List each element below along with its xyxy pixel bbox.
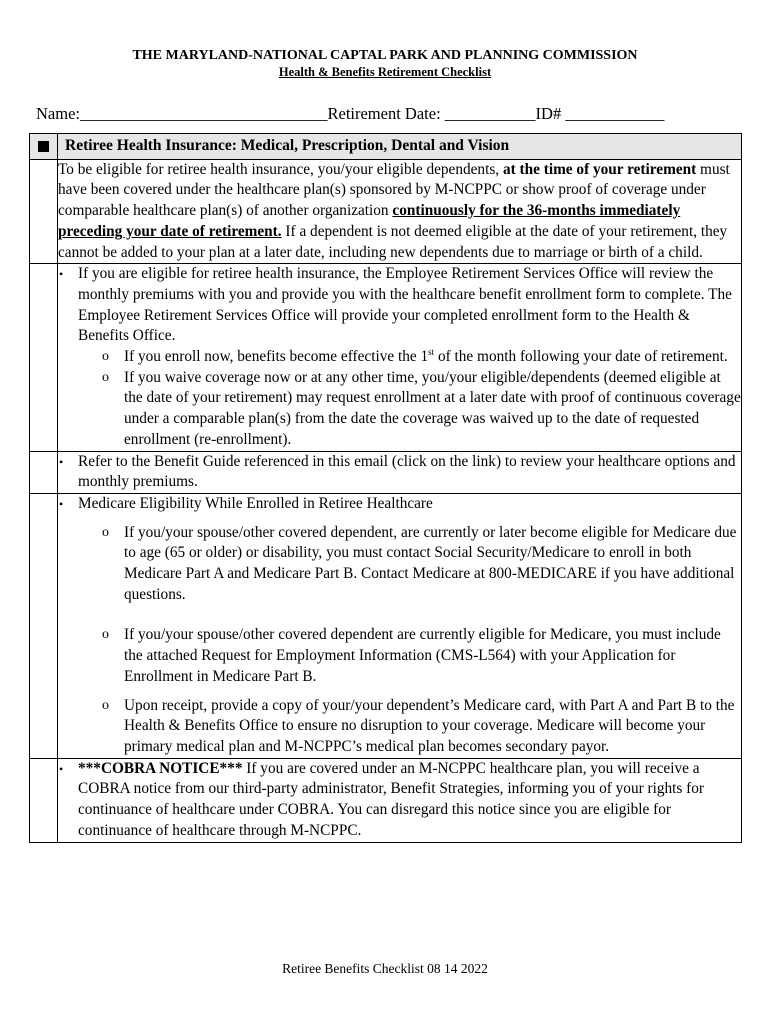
checklist-row-medicare — [30, 493, 742, 758]
checkbox-cell[interactable] — [30, 159, 58, 264]
emphasis-text: at the time of your retirement — [502, 160, 697, 178]
checklist-title: Health & Benefits Retirement Checklist — [278, 65, 492, 79]
checklist-row-benefit-guide — [30, 451, 742, 493]
sub-list-item: o If you/your spouse/other covered dependent, are currently or later become eligible for Medicare due to age (65 or older) or disability, you must contact Social Security/Medicare to enroll in both Medicare Part A and Medicare Part B. Contact Medicare at 800-MEDICARE if you have additional questions. — [102, 523, 737, 603]
sub-list-item: o If you enroll now, benefits become effective the 1st of the month following your date of retirement. — [58, 347, 741, 368]
sub-list-item: o If you waive coverage now or at any other time, you/your eligible/dependents (deemed eligible at the date of your retirement) may request enrollment at a later date with proof of continuous coverage under a comparable plan(s) from the date the coverage was waived up to the date of requested enrollment (re-enrollment). — [102, 368, 741, 448]
list-item: • ***COBRA NOTICE*** If you are covered under an M-NCPPC healthcare plan, you will receive a COBRA notice from our third-party administrator, Benefit Strategies, informing you of your rights for continuance of healthcare under COBRA. You can disregard this notice since you are eligible for continuance of healthcare through M-NCPPC. — [59, 759, 705, 839]
retirement-date-field[interactable]: ___________ — [444, 104, 536, 123]
id-label: ID# — [535, 104, 566, 123]
sub-list-item: o Upon receipt, provide a copy of your/your dependent’s Medicare card, with Part A and Part B to the Health & Benefits Office to ensure no disruption to your coverage. Medicare will become your primary medical plan and M-NCPPC’s medical plan becomes secondary payor. — [102, 696, 735, 755]
page-footer: Retiree Benefits Checklist 08 14 2022 — [282, 961, 488, 976]
checkbox-cell[interactable] — [30, 264, 58, 451]
bullet-icon: • — [59, 761, 64, 776]
cobra-notice-label: ***COBRA NOTICE*** — [78, 759, 243, 777]
section-checkbox-cell[interactable] — [30, 134, 58, 160]
organization-title: THE MARYLAND-NATIONAL CAPTAL PARK AND PLANNING COMMISSION — [132, 48, 638, 63]
retiree-info-line — [36, 104, 664, 124]
sub-bullet-icon: o — [102, 627, 109, 643]
checklist-row-enrollment — [30, 264, 742, 451]
emphasis-underlined-text: continuously for the 36-months immediately preceding your date of retirement. — [58, 202, 681, 240]
bullet-icon: • — [59, 496, 64, 511]
section-header-row — [30, 134, 742, 160]
bullet-icon: • — [59, 454, 64, 469]
intro-paragraph: To be eligible for retiree health insurance, you/your eligible dependents, at the time of your retirement must have been covered under the healthcare plan(s) sponsored by M-NCPPC or show proof of coverage under comparable healthcare plan(s) of another organization continuously for the 36-months immediately preceding your date of retirement. If a dependent is not deemed eligible at the date of your retirement, they cannot be added to your plan at a later date, including new dependents due to marriage or birth of a child. — [58, 159, 742, 264]
filled-square-icon — [38, 141, 49, 152]
checkbox-cell[interactable] — [30, 758, 58, 842]
checkbox-cell[interactable] — [30, 493, 58, 758]
id-field[interactable]: ____________ — [565, 104, 665, 123]
list-item: • If you are eligible for retiree health insurance, the Employee Retirement Services Office will review the monthly premiums with you and provide you with the healthcare benefit enrollment form to complete. The Employee Retirement Services Office will provide your completed enrollment form to the Health & Benefits Office. — [59, 265, 732, 345]
list-item: • Medicare Eligibility While Enrolled in Retiree Healthcare — [58, 494, 741, 515]
checklist-row-intro — [30, 159, 742, 264]
sub-list-item: o If you/your spouse/other covered dependent are currently eligible for Medicare, you must include the attached Request for Employment Information (CMS-L564) with your Application for Enrollment in Medicare Part B. — [102, 626, 721, 685]
document-header — [0, 47, 770, 80]
checklist-table — [29, 133, 742, 843]
name-label: Name: — [36, 104, 80, 123]
sub-bullet-icon: o — [102, 524, 109, 540]
checkbox-cell[interactable] — [30, 451, 58, 493]
bullet-icon: • — [59, 267, 64, 282]
list-item: • Refer to the Benefit Guide referenced in this email (click on the link) to review your healthcare options and monthly premiums. — [59, 452, 736, 491]
name-field[interactable]: ______________________________ — [79, 104, 328, 123]
sub-bullet-icon: o — [102, 369, 109, 385]
checklist-row-cobra — [30, 758, 742, 842]
section-title: Retiree Health Insurance: Medical, Prescription, Dental and Vision — [58, 134, 742, 160]
retirement-date-label: Retirement Date: — [327, 104, 445, 123]
sub-bullet-icon: o — [102, 349, 109, 365]
sub-bullet-icon: o — [102, 697, 109, 713]
